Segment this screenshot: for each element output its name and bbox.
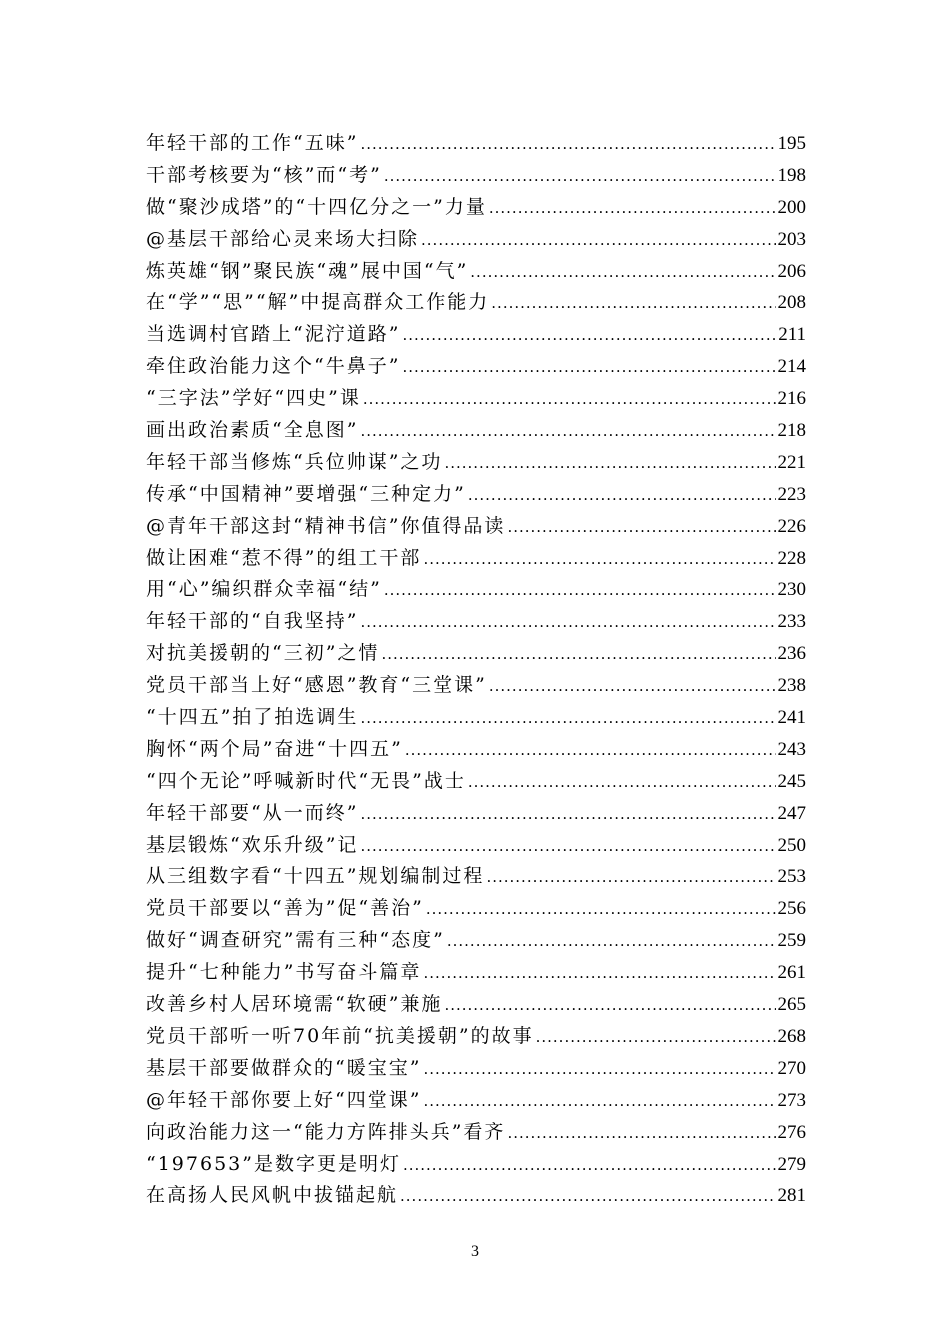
toc-dot-leader	[360, 607, 775, 639]
toc-entry-page-number: 214	[777, 356, 806, 378]
toc-entry[interactable]	[146, 1149, 806, 1181]
toc-entry[interactable]	[146, 1053, 806, 1085]
toc-dot-leader	[507, 512, 775, 544]
toc-entry-title: 基层干部要做群众的“暖宝宝”	[146, 1056, 422, 1079]
toc-dot-leader	[486, 862, 775, 894]
toc-entry-page-number: 268	[777, 1025, 806, 1047]
toc-dot-leader	[426, 894, 776, 926]
toc-entry[interactable]	[146, 861, 806, 893]
toc-entry-page-number: 230	[777, 579, 806, 601]
toc-entry-title: 党员干部当上好“感恩”教育“三堂课”	[146, 674, 487, 697]
toc-entry[interactable]	[146, 638, 806, 670]
toc-entry-title: 当选调村官踏上“泥泞道路”	[146, 323, 401, 346]
toc-entry[interactable]	[146, 957, 806, 989]
toc-entry[interactable]	[146, 606, 806, 638]
toc-entry-page-number: 261	[777, 962, 806, 984]
toc-entry-title: 画出政治素质“全息图”	[146, 419, 359, 442]
toc-entry-page-number: 198	[777, 164, 806, 186]
toc-entry-page-number: 223	[777, 483, 806, 505]
toc-entry[interactable]	[146, 415, 806, 447]
toc-entry-title: 年轻干部要“从一而终”	[146, 801, 359, 824]
toc-entry-page-number: 226	[777, 515, 806, 537]
toc-dot-leader	[405, 735, 776, 767]
toc-entry-title: 从三组数字看“十四五”规划编制过程	[146, 865, 485, 888]
toc-entry[interactable]	[146, 1021, 806, 1053]
toc-entry[interactable]	[146, 702, 806, 734]
toc-entry-page-number: 281	[777, 1185, 806, 1207]
toc-entry-title: 炼英雄“钢”聚民族“魂”展中国“气”	[146, 259, 469, 282]
toc-entry-page-number: 241	[777, 707, 806, 729]
toc-entry-title: 在“学”“思”“解”中提高群众工作能力	[146, 291, 490, 314]
toc-entry-title: @基层干部给心灵来场大扫除	[146, 227, 420, 250]
toc-entry[interactable]	[146, 1085, 806, 1117]
toc-entry-title: 向政治能力这一“能力方阵排头兵”看齐	[146, 1120, 506, 1143]
toc-entry[interactable]	[146, 128, 806, 160]
toc-entry-title: 改善乡村人居环境需“软硬”兼施	[146, 993, 443, 1016]
toc-entry-title: @青年干部这封“精神书信”你值得品读	[146, 514, 506, 537]
toc-dot-leader	[468, 767, 776, 799]
toc-entry[interactable]	[146, 383, 806, 415]
toc-entry[interactable]	[146, 160, 806, 192]
toc-dot-leader	[360, 129, 775, 161]
toc-entry-page-number: 259	[777, 930, 806, 952]
toc-entry-page-number: 228	[777, 547, 806, 569]
toc-entry-page-number: 279	[777, 1153, 806, 1175]
toc-entry-title: @年轻干部你要上好“四堂课”	[146, 1088, 422, 1111]
toc-dot-leader	[536, 1022, 776, 1054]
toc-entry-page-number: 203	[777, 228, 806, 250]
toc-entry-page-number: 265	[777, 994, 806, 1016]
toc-entry-page-number: 273	[777, 1089, 806, 1111]
toc-entry[interactable]	[146, 989, 806, 1021]
toc-entry-page-number: 206	[777, 260, 806, 282]
toc-dot-leader	[444, 448, 775, 480]
toc-entry-title: 在高扬人民风帆中拔锚起航	[146, 1184, 399, 1207]
toc-dot-leader	[403, 1150, 776, 1182]
toc-entry[interactable]	[146, 766, 806, 798]
toc-entry[interactable]	[146, 574, 806, 606]
toc-entry-title: 传承“中国精神”要增强“三种定力”	[146, 482, 466, 505]
toc-entry[interactable]	[146, 319, 806, 351]
toc-entry-title: 用“心”编织群众幸福“结”	[146, 578, 382, 601]
toc-dot-leader	[384, 575, 776, 607]
toc-entry[interactable]	[146, 192, 806, 224]
toc-entry-page-number: 200	[777, 196, 806, 218]
toc-dot-leader	[489, 193, 776, 225]
toc-entry-page-number: 216	[777, 388, 806, 410]
toc-entry-title: 党员干部要以“善为”促“善治”	[146, 897, 424, 920]
toc-entry-title: 提升“七种能力”书写奋斗篇章	[146, 961, 422, 984]
toc-entry-page-number: 243	[777, 738, 806, 760]
toc-entry-title: 年轻干部的工作“五味”	[146, 132, 359, 154]
toc-entry-title: “四个无论”呼喊新时代“无畏”战士	[146, 769, 466, 792]
toc-dot-leader	[360, 831, 775, 863]
toc-entry-page-number: 270	[777, 1057, 806, 1079]
toc-entry-page-number: 276	[777, 1121, 806, 1143]
toc-entry-page-number: 218	[777, 420, 806, 442]
toc-entry-title: 胸怀“两个局”奋进“十四五”	[146, 737, 403, 760]
toc-dot-leader	[507, 1118, 775, 1150]
toc-dot-leader	[363, 384, 776, 416]
toc-entry[interactable]	[146, 511, 806, 543]
toc-entry[interactable]	[146, 893, 806, 925]
toc-dot-leader	[491, 288, 775, 320]
toc-entry[interactable]	[146, 798, 806, 830]
toc-entry[interactable]	[146, 256, 806, 288]
toc-dot-leader	[402, 320, 776, 352]
toc-entry-title: “十四五”拍了拍选调生	[146, 706, 359, 729]
toc-entry-page-number: 236	[777, 643, 806, 665]
toc-entry[interactable]	[146, 543, 806, 575]
toc-entry-title: “三字法”学好“四史”课	[146, 387, 361, 410]
toc-entry[interactable]	[146, 479, 806, 511]
toc-dot-leader	[447, 926, 776, 958]
toc-entry-page-number: 208	[777, 292, 806, 314]
toc-entry[interactable]	[146, 1117, 806, 1149]
toc-entry[interactable]	[146, 670, 806, 702]
toc-entry[interactable]	[146, 447, 806, 479]
toc-dot-leader	[402, 352, 775, 384]
toc-entry[interactable]	[146, 351, 806, 383]
toc-entry[interactable]	[146, 830, 806, 862]
toc-dot-leader	[423, 1086, 775, 1118]
toc-entry-title: 牵住政治能力这个“牛鼻子”	[146, 355, 401, 378]
toc-entry-page-number: 253	[777, 866, 806, 888]
toc-dot-leader	[489, 671, 776, 703]
toc-entry-page-number: 250	[777, 834, 806, 856]
table-of-contents	[146, 128, 806, 1212]
toc-dot-leader	[444, 990, 775, 1022]
toc-entry[interactable]	[146, 925, 806, 957]
toc-entry[interactable]	[146, 1180, 806, 1212]
toc-dot-leader	[384, 161, 776, 193]
toc-entry-title: 做“聚沙成塔”的“十四亿分之一”力量	[146, 195, 487, 218]
toc-entry-page-number: 256	[777, 898, 806, 920]
toc-entry-title: 党员干部听一听70年前“抗美援朝”的故事	[146, 1024, 534, 1047]
toc-dot-leader	[468, 480, 776, 512]
toc-entry-page-number: 238	[777, 675, 806, 697]
toc-entry-title: 干部考核要为“核”而“考”	[146, 163, 382, 186]
toc-entry-title: 做好“调查研究”需有三种“态度”	[146, 929, 445, 952]
toc-entry[interactable]	[146, 224, 806, 256]
toc-dot-leader	[423, 544, 775, 576]
toc-dot-leader	[360, 799, 775, 831]
toc-entry-title: 年轻干部的“自我坚持”	[146, 610, 359, 633]
toc-dot-leader	[360, 703, 775, 735]
toc-entry-title: 年轻干部当修炼“兵位帅谋”之功	[146, 450, 443, 473]
toc-dot-leader	[421, 225, 775, 257]
toc-entry-page-number: 221	[777, 451, 806, 473]
toc-entry-page-number: 247	[777, 802, 806, 824]
toc-entry[interactable]	[146, 287, 806, 319]
toc-dot-leader	[381, 639, 775, 671]
toc-dot-leader	[360, 416, 775, 448]
toc-entry-title: 基层锻炼“欢乐升级”记	[146, 833, 359, 856]
toc-entry-title: 对抗美援朝的“三初”之情	[146, 642, 380, 665]
toc-dot-leader	[470, 257, 775, 289]
toc-dot-leader	[423, 958, 775, 990]
toc-entry-page-number: 233	[777, 611, 806, 633]
toc-entry-title: “197653”是数字更是明灯	[146, 1152, 401, 1175]
toc-entry-title: 做让困难“惹不得”的组工干部	[146, 546, 422, 569]
toc-dot-leader	[400, 1181, 775, 1213]
toc-entry[interactable]	[146, 734, 806, 766]
toc-entry-page-number: 245	[777, 770, 806, 792]
toc-dot-leader	[423, 1054, 775, 1086]
toc-entry-page-number: 211	[778, 324, 806, 346]
page-number: 3	[471, 1243, 479, 1260]
toc-entry-page-number: 195	[777, 133, 806, 154]
